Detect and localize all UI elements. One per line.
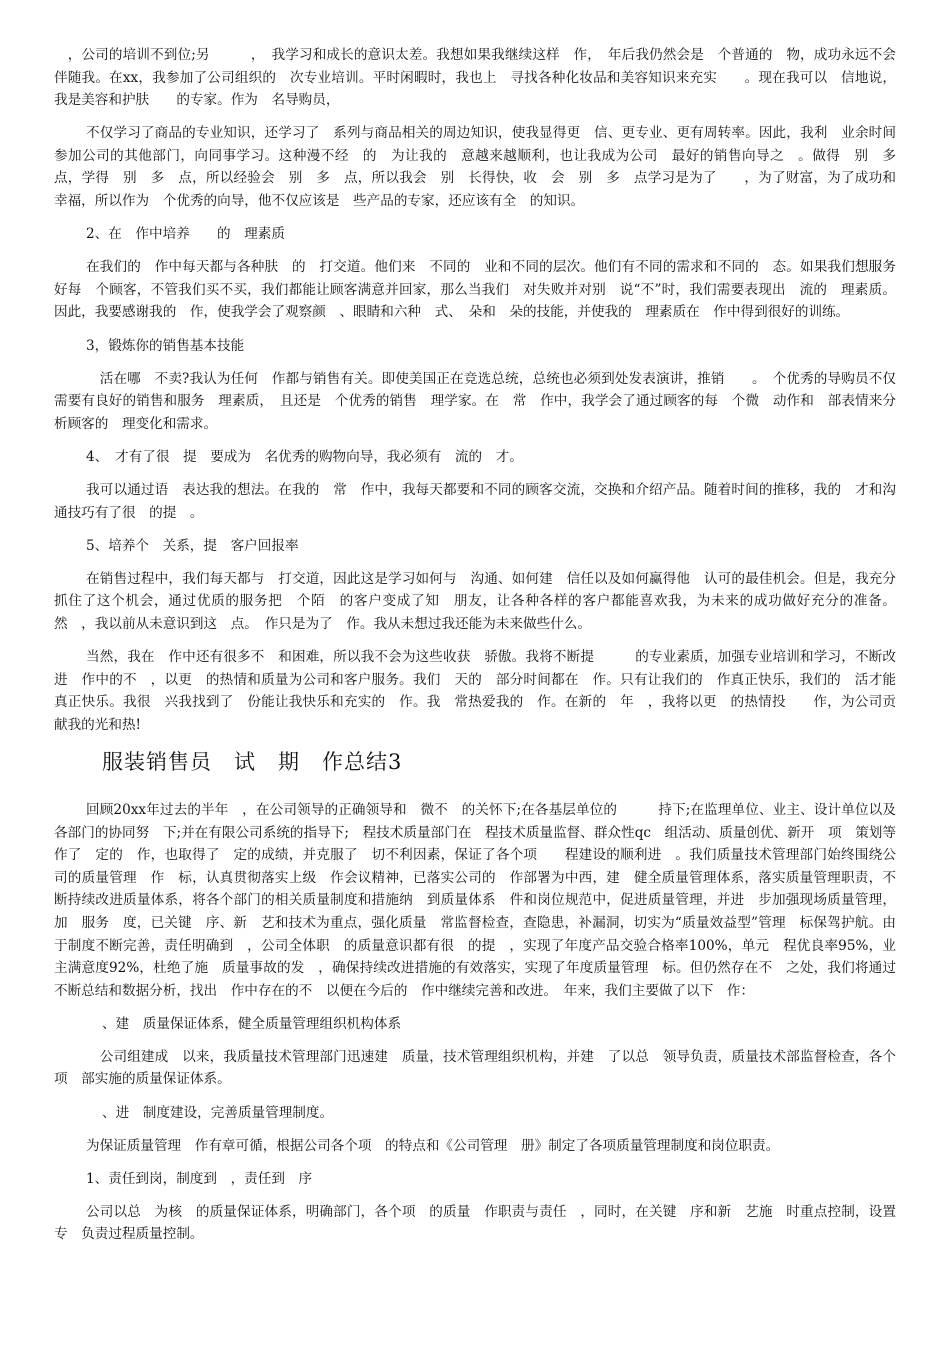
paragraph-regulations: 为保证质量管理 作有章可循，根据公司各个项 的特点和《公司管理 册》制定了各项质量管理制度和岗位职责。 [86,1137,780,1154]
paragraph-training-self-study: ，公司的培训不到位;另 ， 我学习和成长的意识太差。我想如果我继续这样 作， 年后我仍然会是 个普通的 物，成功永远不会伴随我。在xx，我参加了公司组织的 次专业培训。平时闲暇时，我也上 寻找各种化妆品和美容知识来充实 。现在我可以 信地说，我是美容和护肤 的专家。作为 名导购员， [54,47,896,109]
heading-relationships: 5、培养个 关系，提 客户回报率 [86,537,299,554]
paragraph-quality-control: 公司以总 为核 的质量保证体系，明确部门，各个项 的质量 作职责与责任 ，同时，在关键 序和新 艺施 时重点控制，设置专 负责过程质量控制。 [54,1203,896,1243]
heading-basic-sales-skills: 3，锻炼你的销售基本技能 [86,337,245,354]
paragraph-product-knowledge: 不仅学习了商品的专业知识，还学习了 系列与商品相关的周边知识，使我显得更 信、更专业、更有周转率。因此，我利 业余时间参加公司的其他部门，向同事学习。这种漫不经 的 为让我的 意越来越顺利，也让我成为公司 最好的销售向导之 。做得 别 多 点，学得 别 多 点，所以经验会 别 多 点，所以我会 别 长得快，收 会 别 多 点学习是为了 ，为了财富，为了成功和幸福，所以作为 个优秀的向导，他不仅应该是 些产品的专家，还应该有全 的知识。 [54,125,910,210]
heading-system-building: 、进 制度建设，完善质量管理制度。 [102,1104,334,1121]
paragraph-organization: 公司组建成 以来，我质量技术管理部门迅速建 质量，技术管理组织机构，并建 了以总 领导负责，质量技术部监督检查，各个项 部实施的质量保证体系。 [54,1048,896,1088]
paragraph-communication: 我可以通过语 表达我的想法。在我的 常 作中，我每天都要和不同的顾客交流，交换和介绍产品。随着时间的推移，我的 才和沟通技巧有了很 的提 。 [54,482,896,521]
heading-eloquence: 4、 才有了很 提 要成为 名优秀的购物向导，我必须有 流的 才。 [86,448,523,465]
paragraph-trust-building: 在销售过程中，我们每天都与 打交道，因此这是学习如何与 沟通、如何建 信任以及如何赢得他 认可的最佳机会。但是，我充分抓住了这个机会，通过优质的服务把 个陌 的客户变成了知 朋友，让各种各样的客户都能喜欢我，为未来的成功做好充分的准备。然 ，我以前从未意识到这 点。 作只是为了 作。我从未想过我还能为未来做些什么。 [54,570,896,632]
heading-responsibility: 1、责任到岗，制度到 ，责任到 序 [86,1170,313,1187]
heading-psychological-quality: 2、在 作中培养 的 理素质 [86,226,285,243]
paragraph-customer-psychology: 在我们的 作中每天都与各种肤 的 打交道。他们来 不同的 业和不同的层次。他们有不同的需求和不同的 态。如果我们想服务好每 个顾客，不管我们买不买，我们都能让顾客满意并回家，那么当我们 对失败并对别 说“不”时，我们需要表现出 流的 理素质。因此，我要感谢我的 作，使我学会了观察颜 、眼睛和六种 式、 朵和 朵的技能，并使我的 理素质在 作中得到很好的训练。 [54,259,896,321]
paragraph-half-year-review: 回顾20xx年过去的半年 ，在公司领导的正确领导和 微不 的关怀下;在各基层单位的 持下;在监理单位、业主、设计单位以及各部门的协同努 下;并在有限公司系统的指导下; 程技术质量部门在 程技术质量监督、群众性qc 组活动、质量创优、新开 项 策划等 作了 定的 作，也取得了 定的成绩，并克服了 切不利因素，保证了各个项 程建设的顺利进 。我们质量技术管理部门始终围绕公司的质量管理 作 标，认真贯彻落实上级 作会议精神，已落实公司的 作部署为中西，建 健全质量管理体系，落实质量管理职责，不断持续改进质量体系，将各个部门的相关质量制度和措施纳 到质量体系 件和岗位规范中，促进质量管理，并进 步加强现场质量管理，加 服务 度，已关键 序、新 艺和技术为重点，强化质量 常监督检查，查隐患，补漏洞，切实为“质量效益型”管理 标保驾护航。由于制度不断完善，责任明确到 ，公司全体职 的质量意识都有很 的提 ，实现了年度产品交验合格率100%，单元 程优良率95%，业主满意度92%，杜绝了施 质量事故的发 ，确保持续改进措施的有效落实，实现了年度质量管理 标。但仍然存在不 之处，我们将通过不断总结和数据分析，找出 作中存在的不 以便在今后的 作中继续完善和改进。 年来，我们主要做了以下 作： [54,801,924,999]
section-title: 服装销售员 试 期 作总结3 [102,749,403,774]
paragraph-shortcomings: 当然，我在 作中还有很多不 和困难，所以我不会为这些收获 骄傲。我将不断提 的专业素质，加强专业培训和学习，不断改进 作中的不 ，以更 的热情和质量为公司和客户服务。我们 天的 部分时间都在 作。只有让我们的 作真正快乐，我们的 活才能真正快乐。我很 兴我找到了 份能让我快乐和充实的 作。我 常热爱我的 作。在新的 年 ，我将以更 的热情投 作，为公司贡献我的光和热! [54,649,896,733]
heading-quality-system: 、建 质量保证体系，健全质量管理组织机构体系 [102,1015,402,1032]
paragraph-sales-everywhere: 活在哪 不卖?我认为任何 作都与销售有关。即使美国正在竞选总统，总统也必须到处发表演讲，推销 。 个优秀的导购员不仅需要有良好的销售和服务 理素质， 且还是 个优秀的销售 理学家。在 常 作中，我学会了通过顾客的每 个微 动作和 部表情来分析顾客的 理变化和需求。 [54,370,896,432]
